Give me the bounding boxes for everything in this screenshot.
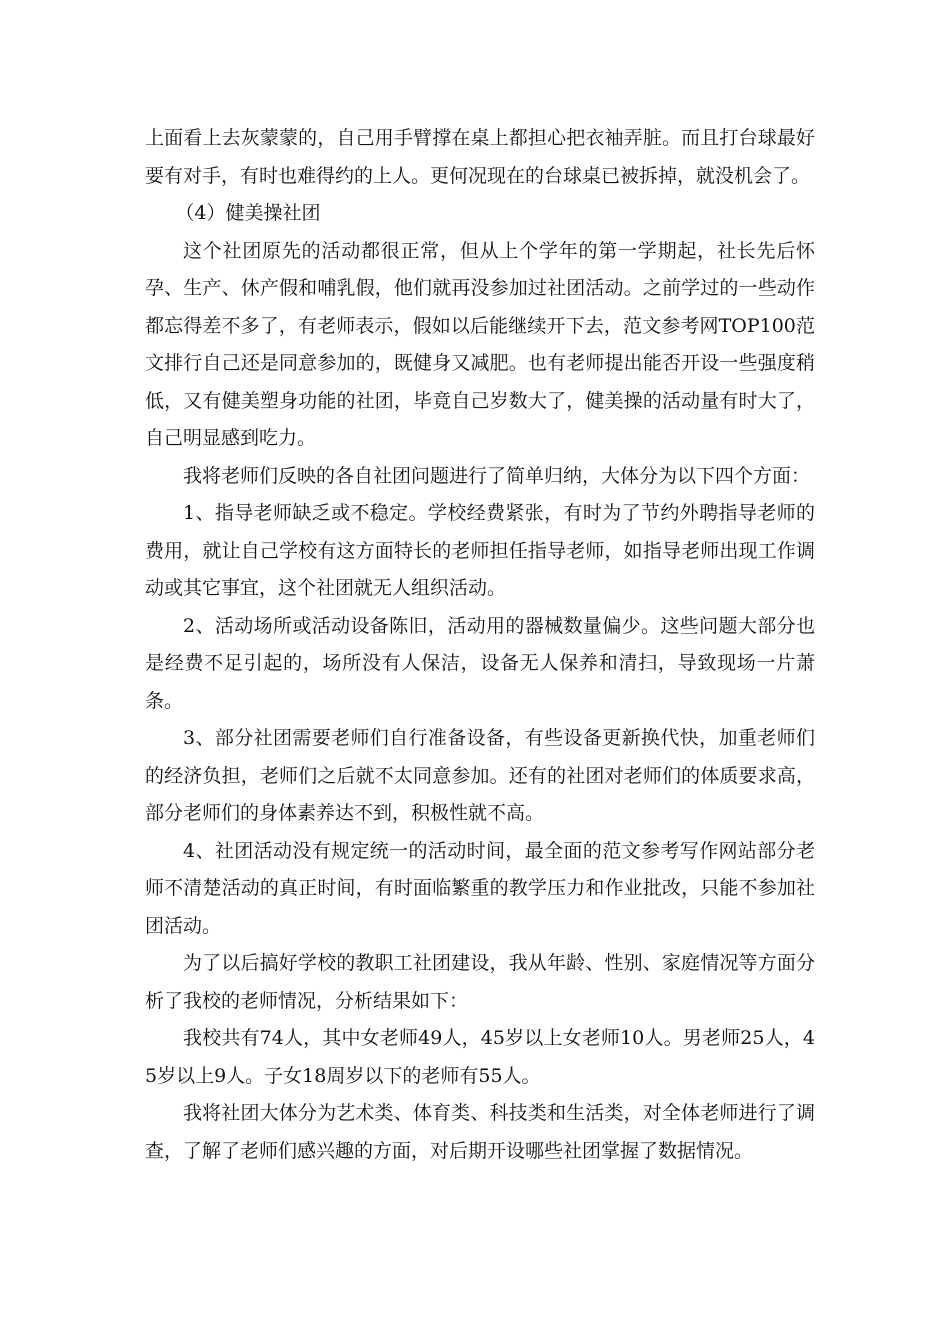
paragraph-aerobics-club: 这个社团原先的活动都很正常，但从上个学年的第一学期起，社长先后怀孕、生产、休产假和哺乳假，他们就再没参加过社团活动。之前学过的一些动作都忘得差不多了，有老师表示，假如以后能继续开下去，范文参考网TOP100范文排行自己还是同意参加的，既健身又减肥。也有老师提出能否开设一些强度稍低，又有健美塑身功能的社团，毕竟自己岁数大了，健美操的活动量有时大了，自己明显感到吃力。	[145, 239, 815, 449]
section-heading-aerobics-club: （4）健美操社团	[175, 202, 321, 224]
paragraph-issue-3: 3、部分社团需要老师们自行准备设备，有些设备更新换代快，加重老师们的经济负担，老师们之后就不太同意参加。还有的社团对老师们的体质要求高，部分老师们的身体素养达不到，积极性就不高。	[145, 727, 815, 824]
paragraph-staff-statistics: 我校共有74人，其中女老师49人，45岁以上女老师10人。男老师25人，45岁以上9人。子女18周岁以下的老师有55人。	[145, 1027, 815, 1087]
paragraph-summary-intro: 我将老师们反映的各自社团问题进行了简单归纳，大体分为以下四个方面：	[183, 464, 811, 487]
paragraph-club-categories: 我将社团大体分为艺术类、体育类、科技类和生活类，对全体老师进行了调查，了解了老师们感兴趣的方面，对后期开设哪些社团掌握了数据情况。	[145, 1102, 815, 1162]
paragraph-issue-1: 1、指导老师缺乏或不稳定。学校经费紧张，有时为了节约外聘指导老师的费用，就让自己学校有这方面特长的老师担任指导老师，如指导老师出现工作调动或其它事宜，这个社团就无人组织活动。	[145, 502, 815, 599]
document-body	[145, 120, 815, 1170]
paragraph-analysis-intro: 为了以后搞好学校的教职工社团建设，我从年龄、性别、家庭情况等方面分析了我校的老师情况，分析结果如下：	[145, 952, 815, 1012]
paragraph-issue-4: 4、社团活动没有规定统一的活动时间，最全面的范文参考写作网站部分老师不清楚活动的真正时间，有时面临繁重的教学压力和作业批改，只能不参加社团活动。	[145, 839, 815, 937]
paragraph-billiards-continuation: 上面看上去灰蒙蒙的，自己用手臂撑在桌上都担心把衣袖弄脏。而且打台球最好要有对手，有时也难得约的上人。更何况现在的台球桌已被拆掉，就没机会了。	[145, 127, 815, 187]
paragraph-issue-2: 2、活动场所或活动设备陈旧，活动用的器械数量偏少。这些问题大部分也是经费不足引起的，场所没有人保洁，设备无人保养和清扫，导致现场一片萧条。	[145, 614, 815, 712]
